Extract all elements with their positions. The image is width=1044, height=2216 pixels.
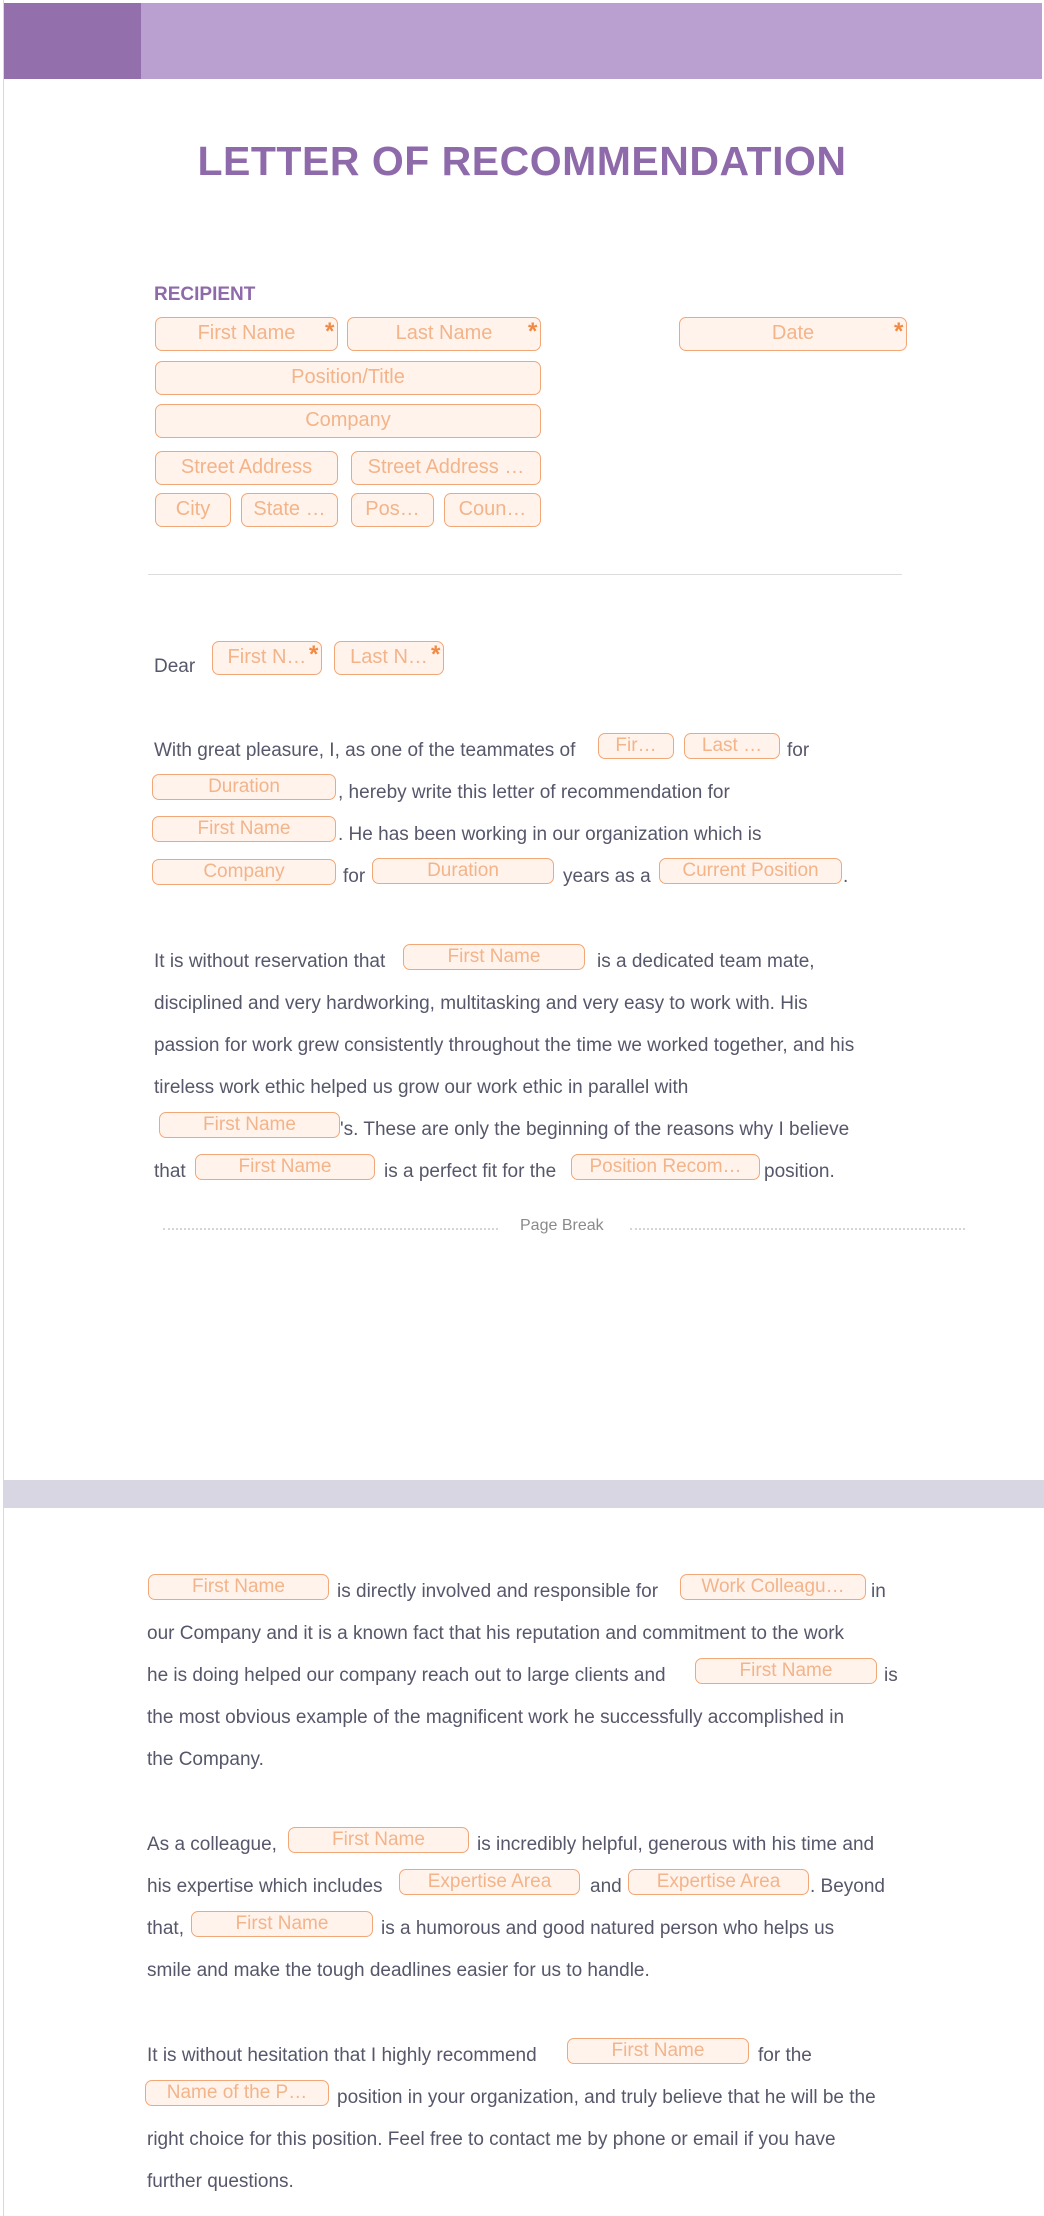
current-position-field[interactable]: Current Position (659, 858, 842, 884)
required-mark: * (325, 318, 335, 345)
paragraph-text: for (787, 740, 810, 761)
teammate-last-name-field[interactable]: Last … (684, 733, 780, 759)
paragraph-text: for (343, 866, 366, 887)
paragraph-text: years as a (563, 866, 651, 887)
paragraph-text: With great pleasure, I, as one of the teammates of (154, 740, 576, 761)
first-name-field[interactable]: First Name (152, 816, 336, 842)
first-name-field[interactable]: First Name (403, 944, 585, 970)
greeting-first-name-field[interactable]: First N… (212, 641, 322, 675)
first-name-field[interactable]: First Name (288, 1827, 469, 1853)
paragraph-text: that, (147, 1918, 184, 1939)
required-mark: * (309, 641, 319, 668)
dear-text: Dear (154, 656, 196, 677)
page-title: LETTER OF RECOMMENDATION (197, 138, 847, 184)
first-name-field[interactable]: First Name (148, 1574, 329, 1600)
paragraph-text: for the (758, 2045, 812, 2066)
paragraph-text: As a colleague, (147, 1834, 277, 1855)
paragraph-text: . Beyond (810, 1876, 885, 1897)
company-inline-field[interactable]: Company (152, 859, 336, 885)
duration-field[interactable]: Duration (152, 774, 336, 800)
paragraph-text: . (843, 866, 849, 887)
postal-code-field[interactable]: Pos… (351, 493, 434, 527)
page-break-line (630, 1228, 965, 1230)
paragraph-text: It is without hesitation that I highly recommend (147, 2045, 537, 2066)
country-field[interactable]: Coun… (444, 493, 541, 527)
required-mark: * (528, 318, 538, 345)
paragraph-text: It is without reservation that (154, 951, 386, 972)
page-gap (3, 1480, 1044, 1508)
paragraph-text: is directly involved and responsible for (337, 1581, 659, 1602)
first-name-field[interactable]: First Name (159, 1112, 340, 1138)
paragraph-text: he is doing helped our company reach out to large clients and (147, 1665, 666, 1686)
paragraph-text: position. (764, 1161, 835, 1182)
paragraph-text: is incredibly helpful, generous with his time and (477, 1834, 875, 1855)
paragraph-text: right choice for this position. Feel free to contact me by phone or email if you have (147, 2129, 836, 2150)
date-field[interactable]: Date (679, 317, 907, 351)
paragraph-text: in (871, 1581, 886, 1602)
recipient-label: RECIPIENT (154, 284, 256, 305)
work-colleague-field[interactable]: Work Colleagu… (680, 1574, 866, 1600)
recipient-last-name-field[interactable]: Last Name (347, 317, 541, 351)
paragraph-text: his expertise which includes (147, 1876, 383, 1897)
first-name-field[interactable]: First Name (695, 1658, 877, 1684)
paragraph-text: 's. These are only the beginning of the reasons why I believe (340, 1119, 850, 1140)
paragraph-text: , hereby write this letter of recommendation for (338, 782, 730, 803)
expertise-area-field[interactable]: Expertise Area (399, 1869, 580, 1895)
paragraph-text: further questions. (147, 2171, 294, 2192)
street-address-field[interactable]: Street Address (155, 451, 338, 485)
first-name-field[interactable]: First Name (195, 1154, 375, 1180)
page-break-label: Page Break (520, 1217, 604, 1234)
paragraph-text: disciplined and very hardworking, multitasking and very easy to work with. His (154, 993, 808, 1014)
paragraph-text: that (154, 1161, 186, 1182)
position-recommended-field[interactable]: Position Recom… (571, 1154, 760, 1180)
required-mark: * (431, 641, 441, 668)
paragraph-text: passion for work grew consistently throughout the time we worked together, and his (154, 1035, 855, 1056)
section-divider (148, 574, 902, 575)
city-field[interactable]: City (155, 493, 231, 527)
paragraph-text: and (590, 1876, 622, 1897)
recipient-first-name-field[interactable]: First Name (155, 317, 338, 351)
paragraph-text: position in your organization, and truly believe that he will be the (337, 2087, 876, 2108)
teammate-first-name-field[interactable]: Fir… (598, 733, 674, 759)
paragraph-text: smile and make the tough deadlines easier for us to handle. (147, 1960, 650, 1981)
paragraph-text: is a perfect fit for the (384, 1161, 557, 1182)
street-address-2-field[interactable]: Street Address … (351, 451, 541, 485)
page-break-line (163, 1228, 498, 1230)
first-name-field[interactable]: First Name (191, 1911, 373, 1937)
name-of-position-field[interactable]: Name of the P… (145, 2080, 329, 2106)
years-duration-field[interactable]: Duration (372, 858, 554, 884)
paragraph-text: . He has been working in our organization which is (338, 824, 762, 845)
required-mark: * (894, 318, 904, 345)
position-title-field[interactable]: Position/Title (155, 361, 541, 395)
paragraph-text: our Company and it is a known fact that his reputation and commitment to the work (147, 1623, 845, 1644)
expertise-area-field[interactable]: Expertise Area (628, 1869, 809, 1895)
company-field[interactable]: Company (155, 404, 541, 438)
header-accent (4, 3, 141, 79)
first-name-field[interactable]: First Name (567, 2038, 749, 2064)
paragraph-text: is (884, 1665, 898, 1686)
header-bar (4, 3, 1042, 79)
paragraph-text: tireless work ethic helped us grow our work ethic in parallel with (154, 1077, 689, 1098)
paragraph-text: the most obvious example of the magnificent work he successfully accomplished in (147, 1707, 845, 1728)
paragraph-text: the Company. (147, 1749, 264, 1770)
paragraph-text: is a dedicated team mate, (597, 951, 815, 972)
state-field[interactable]: State … (241, 493, 338, 527)
greeting-last-name-field[interactable]: Last N… (334, 641, 444, 675)
paragraph-text: is a humorous and good natured person who helps us (381, 1918, 835, 1939)
